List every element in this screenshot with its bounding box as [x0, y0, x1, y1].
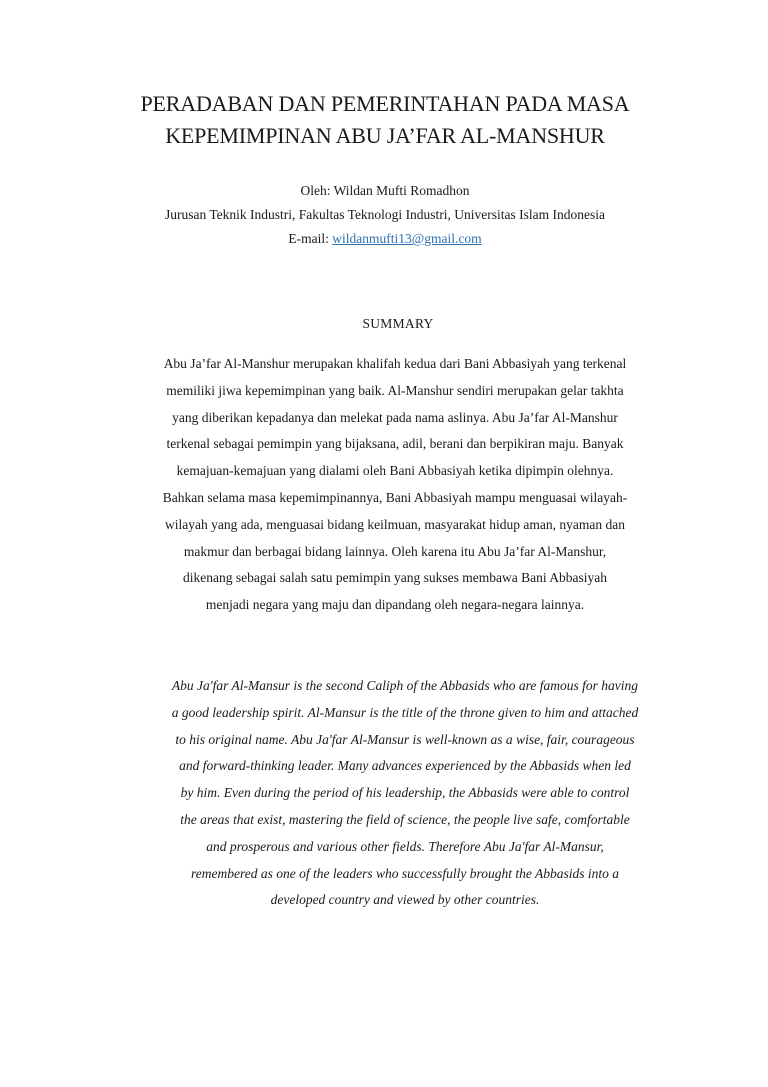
abstract-id-line: memiliki jiwa kepemimpinan yang baik. Al-Manshur sendiri merupakan gelar takhta: [166, 382, 624, 398]
email-label: E-mail:: [288, 231, 333, 246]
abstract-id-line: menjadi negara yang maju dan dipandang oleh negara-negara lainnya.: [205, 597, 585, 613]
abstract-en-line: by him. Even during the period of his leadership, the Abbasids were able to control: [180, 785, 630, 801]
abstract-id-line: yang diberikan kepadanya dan melekat pada nama aslinya. Abu Ja’far Al-Manshur: [172, 409, 618, 425]
abstract-id-line: wilayah yang ada, menguasai bidang keilmuan, masyarakat hidup aman, nyaman dan: [165, 516, 625, 532]
author-email-line: [100, 227, 670, 251]
title-line-2: KEPEMIMPINAN ABU JA’FAR AL-MANSHUR: [165, 123, 605, 148]
author-affiliation: Jurusan Teknik Industri, Fakultas Teknologi Industri, Universitas Islam Indonesia: [164, 207, 606, 222]
abstract-en-line: developed country and viewed by other countries.: [270, 892, 540, 908]
abstract-en-line: Abu Ja'far Al-Mansur is the second Caliph of the Abbasids who are famous for having: [171, 678, 639, 693]
abstract-en-line: and prosperous and various other fields. Therefore Abu Ja'far Al-Mansur,: [206, 838, 604, 854]
author-byline: Oleh: Wildan Mufti Romadhon: [300, 183, 470, 198]
abstract-en-line: and forward-thinking leader. Many advances experienced by the Abbasids when led: [179, 758, 631, 774]
abstract-english: [122, 673, 688, 914]
abstract-id-line: Bahkan selama masa kepemimpinannya, Bani Abbasiyah mampu menguasai wilayah-: [162, 489, 628, 505]
email-link[interactable]: wildanmufti13@gmail.com: [332, 231, 482, 246]
abstract-id-line: makmur dan berbagai bidang lainnya. Oleh karena itu Abu Ja’far Al-Manshur,: [183, 543, 607, 559]
abstract-en-line: to his original name. Abu Ja'far Al-Mansur is well-known as a wise, fair, courageous: [175, 731, 635, 747]
abstract-en-line: remembered as one of the leaders who successfully brought the Abbasids into a: [191, 865, 619, 881]
paper-title: [90, 88, 680, 152]
abstract-en-line: the areas that exist, mastering the field of science, the people live safe, comfortable: [180, 811, 630, 827]
abstract-indonesian: [130, 351, 660, 619]
abstract-id-line: Abu Ja’far Al-Manshur merupakan khalifah kedua dari Bani Abbasiyah yang terkenal: [163, 356, 627, 371]
summary-heading: SUMMARY: [362, 316, 434, 331]
abstract-id-line: kemajuan-kemajuan yang dialami oleh Bani Abbasiyah ketika dipimpin olehnya.: [176, 463, 614, 479]
abstract-en-line: a good leadership spirit. Al-Mansur is the title of the throne given to him and attached: [171, 704, 639, 720]
author-block: [100, 179, 670, 251]
abstract-id-line: dikenang sebagai salah satu pemimpin yang sukses membawa Bani Abbasiyah: [182, 570, 608, 586]
abstract-id-line: terkenal sebagai pemimpin yang bijaksana, adil, berani dan berpikiran maju. Banyak: [166, 436, 624, 452]
title-line-1: PERADABAN DAN PEMERINTAHAN PADA MASA: [140, 91, 630, 116]
